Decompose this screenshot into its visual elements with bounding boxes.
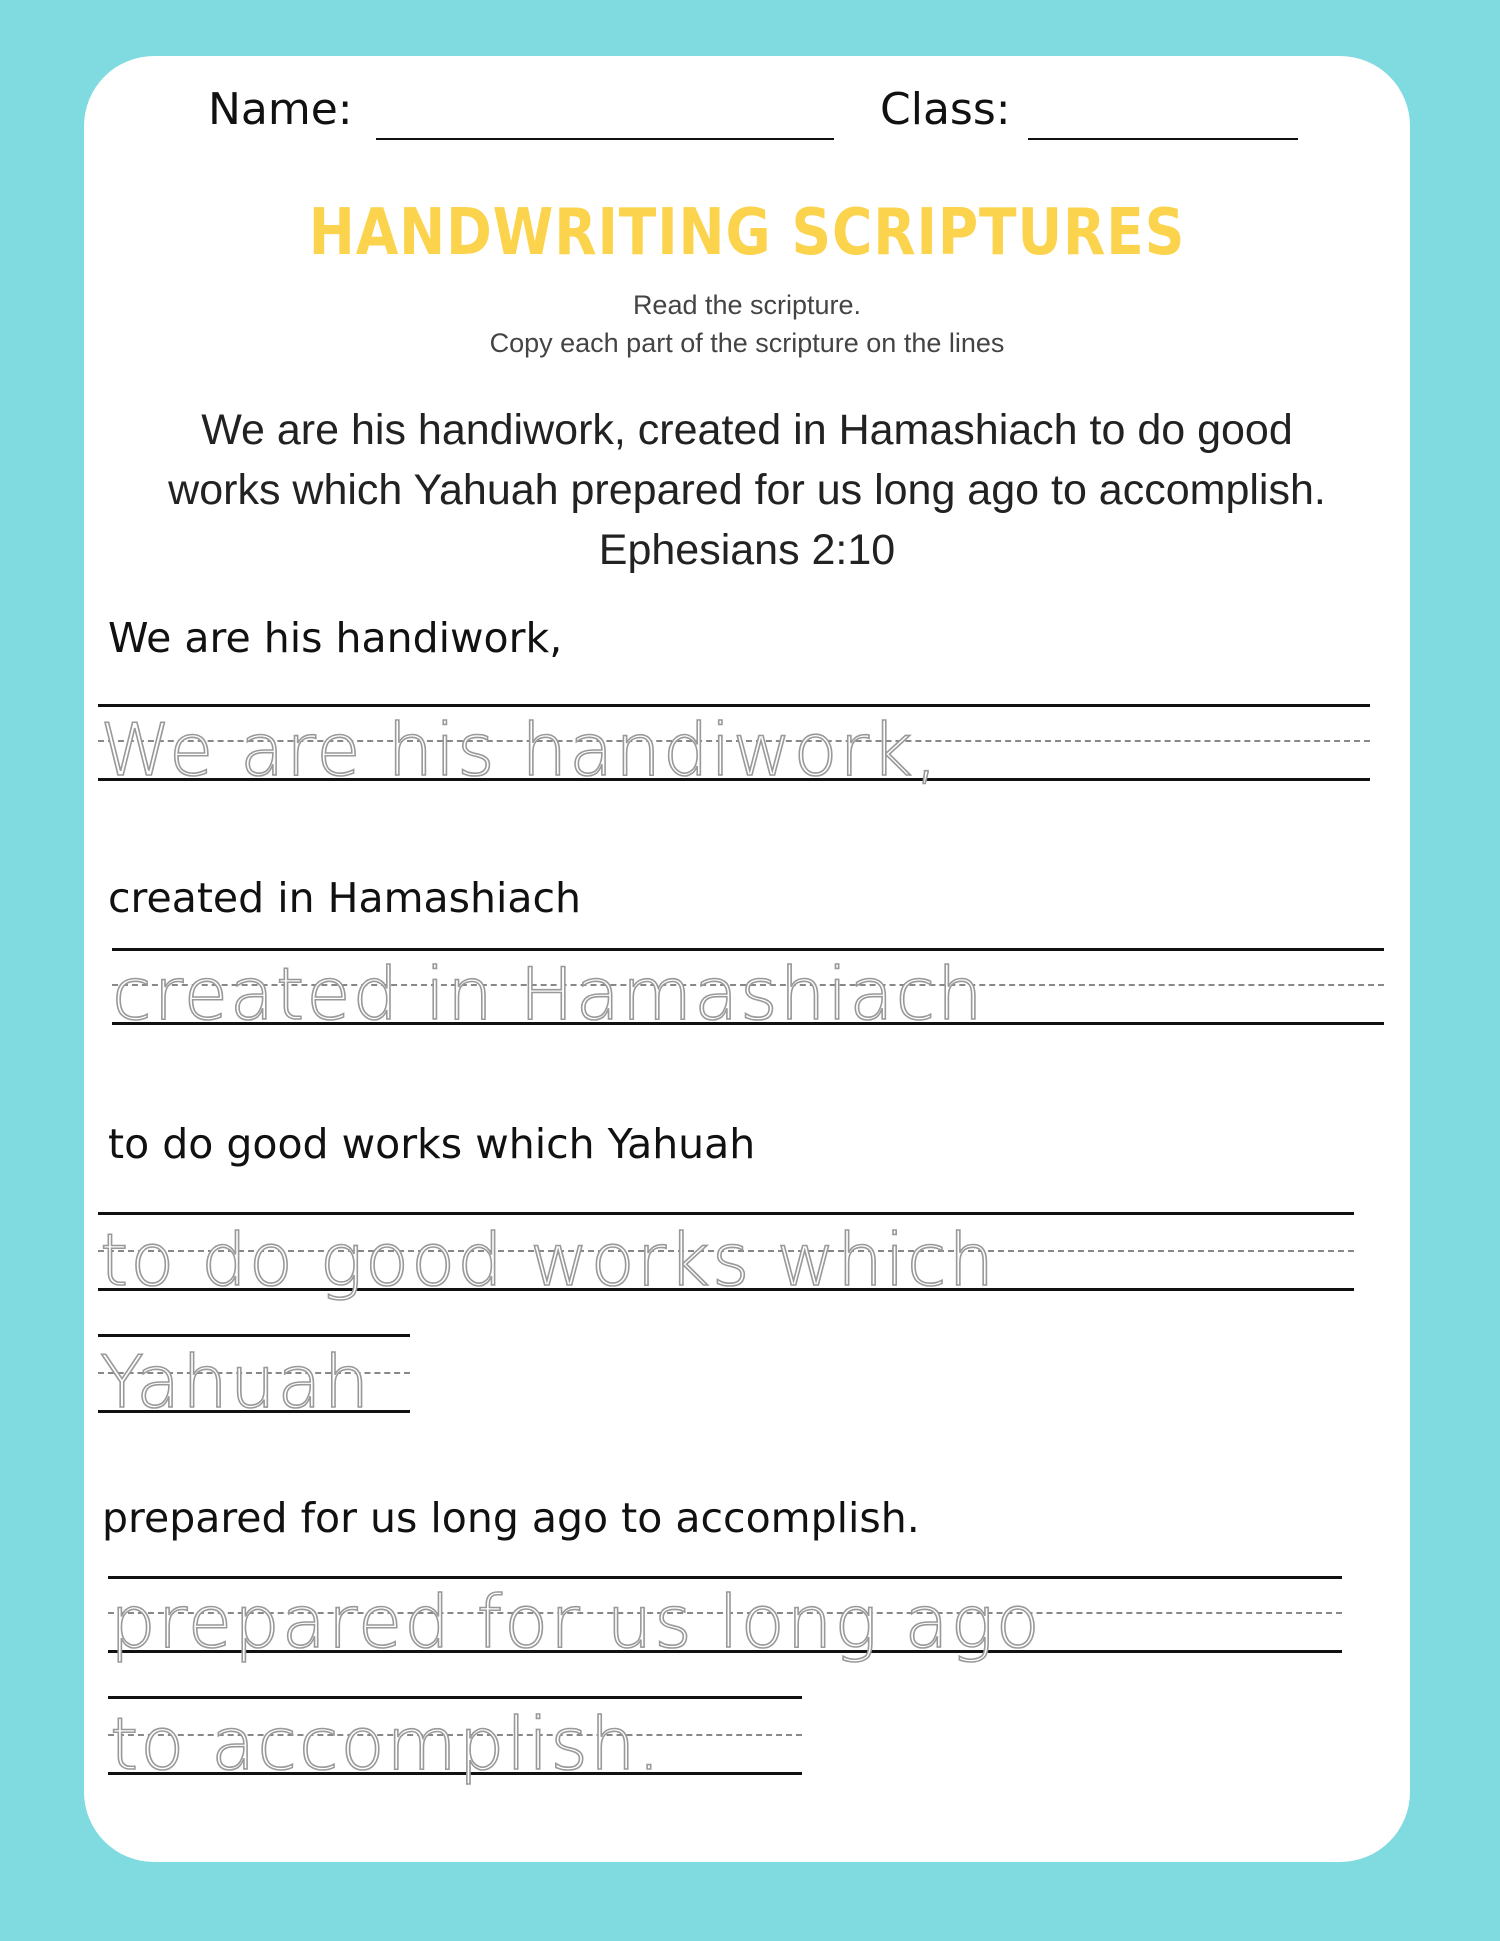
scripture-reference: Ephesians 2:10 xyxy=(598,526,896,574)
name-label: Name: xyxy=(208,84,353,135)
section-prompt: created in Hamashiach xyxy=(108,874,582,922)
section-prompt: to do good works which Yahuah xyxy=(108,1120,756,1168)
trace-text: created in Hamashiach xyxy=(112,952,985,1036)
class-field[interactable] xyxy=(1028,138,1298,140)
instruction-line-1: Read the scripture. xyxy=(632,290,862,320)
instruction-line-2: Copy each part of the scripture on the lines xyxy=(489,328,1005,358)
section-prompt: We are his handiwork, xyxy=(108,614,563,662)
scripture-line-2: works which Yahuah prepared for us long ago to accomplish. xyxy=(168,466,1326,514)
page-title: HANDWRITING SCRIPTURES xyxy=(308,196,1186,270)
section-prompt: prepared for us long ago to accomplish. xyxy=(102,1494,920,1542)
top-line xyxy=(98,704,1370,707)
trace-text: to accomplish. xyxy=(110,1702,663,1786)
top-line xyxy=(98,1212,1354,1215)
top-line xyxy=(98,1334,410,1337)
top-line xyxy=(112,948,1384,951)
trace-text: to do good works which xyxy=(100,1218,997,1302)
trace-text: prepared for us long ago xyxy=(110,1580,1042,1664)
scripture-line-1: We are his handiwork, created in Hamashiach to do good xyxy=(201,406,1293,454)
name-field[interactable] xyxy=(376,138,834,140)
class-label: Class: xyxy=(880,84,1011,135)
trace-text: We are his handiwork, xyxy=(100,708,940,792)
top-line xyxy=(108,1576,1342,1579)
trace-text: Yahuah xyxy=(100,1340,372,1424)
top-line xyxy=(108,1696,802,1699)
